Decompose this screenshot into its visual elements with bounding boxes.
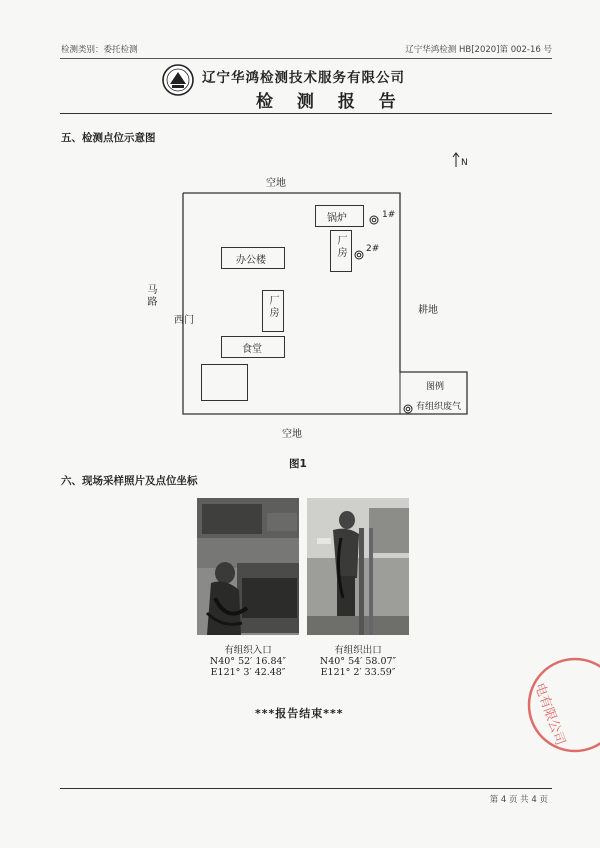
north-arrow-icon xyxy=(452,152,460,168)
photo-1-latitude: N40° 52′ 16.84″ xyxy=(209,656,287,667)
svg-text:电有限公司: 电有限公司 xyxy=(531,681,568,748)
sampling-point-icon xyxy=(354,245,364,255)
legend-item-label: 有组织废气 xyxy=(416,402,462,412)
legend-point-icon xyxy=(403,399,413,409)
canteen-label: 食堂 xyxy=(242,344,262,355)
photo-1-longitude: E121° 3′ 42.48″ xyxy=(210,667,286,678)
north-label: N xyxy=(461,158,468,168)
company-title: 辽宁华鸿检测技术服务有限公司 xyxy=(202,70,405,86)
office-label: 办公楼 xyxy=(236,255,266,266)
header-report-number: 辽宁华鸿检测 HB[2020]第 002-16 号 xyxy=(405,45,552,55)
farmland-label: 耕地 xyxy=(418,305,438,316)
official-stamp-seal xyxy=(505,655,600,755)
point-1-label: 1# xyxy=(382,210,396,220)
photo-2-title: 有组织出口 xyxy=(334,645,382,656)
point-2-label: 2# xyxy=(366,244,380,254)
title-rule xyxy=(60,113,552,114)
west-gate-label: 西门 xyxy=(174,315,194,326)
boiler-label: 锅炉 xyxy=(327,213,347,224)
report-end-text: ***报告结束*** xyxy=(255,707,344,720)
figure-caption: 图1 xyxy=(289,458,307,470)
photo-2-caption xyxy=(302,645,414,678)
unlabeled-building xyxy=(201,364,248,401)
photo-1-title: 有组织入口 xyxy=(224,645,272,656)
header-rule xyxy=(60,58,552,59)
bottom-open-land-label: 空地 xyxy=(282,429,302,440)
section6-heading: 六、现场采样照片及点位坐标 xyxy=(61,475,198,487)
factory-2-label: 厂房 xyxy=(267,295,278,319)
photo-1-caption xyxy=(192,645,304,678)
legend-title: 图例 xyxy=(426,382,445,392)
section5-heading: 五、检测点位示意图 xyxy=(61,132,156,144)
report-title: 检 测 报 告 xyxy=(256,92,405,112)
photo-2-latitude: N40° 54′ 58.07″ xyxy=(319,656,397,667)
sampling-photo-inlet xyxy=(197,498,299,635)
photo-2-longitude: E121° 2′ 33.59″ xyxy=(320,667,396,678)
footer-rule xyxy=(60,788,552,789)
factory-1-label: 厂房 xyxy=(335,235,346,259)
company-logo xyxy=(162,64,194,96)
road-label: 马路 xyxy=(145,284,156,308)
header-category: 检测类别：委托检测 xyxy=(61,45,138,55)
sampling-point-icon xyxy=(369,210,379,220)
top-open-land-label: 空地 xyxy=(266,178,286,189)
footer-page-number: 第 4 页 共 4 页 xyxy=(489,795,548,805)
sampling-photo-outlet xyxy=(307,498,409,635)
